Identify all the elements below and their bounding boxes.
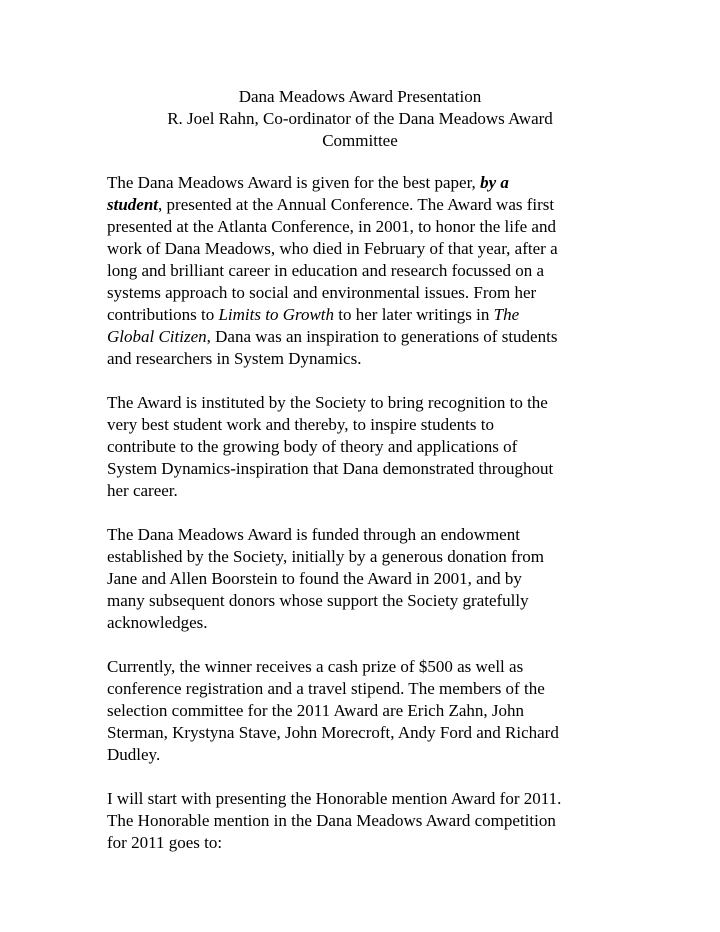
text-line: acknowledges. (107, 613, 208, 632)
text-line (107, 326, 619, 348)
text-line: conference registration and a travel stipend. The members of the (107, 679, 545, 698)
document-body (107, 172, 619, 876)
text-line: Sterman, Krystyna Stave, John Morecroft, Andy Ford and Richard (107, 723, 559, 742)
book-title-text: Global Citizen (107, 327, 207, 346)
text-span: to her later writings in (334, 305, 494, 324)
text-span: contributions to (107, 305, 219, 324)
text-line: long and brilliant career in education and research focussed on a (107, 261, 545, 280)
text-line: established by the Society, initially by a generous donation from (107, 547, 545, 566)
paragraph-award-intro (107, 172, 619, 370)
text-span: The Dana Meadows Award is given for the best paper, (107, 173, 481, 192)
text-line: Currently, the winner receives a cash prize of $500 as well as (107, 657, 524, 676)
text-line: systems approach to social and environmental issues. From her (107, 283, 537, 302)
text-line: Jane and Allen Boorstein to found the Award in 2001, and by (107, 569, 522, 588)
document-subtitle-continued: Committee (322, 131, 398, 150)
text-span: , presented at the Annual Conference. The Award was first (158, 195, 555, 214)
text-line: very best student work and thereby, to inspire students to (107, 415, 494, 434)
text-span: , Dana was an inspiration to generations of students (206, 327, 558, 346)
text-line: contribute to the growing body of theory and applications of (107, 437, 518, 456)
text-line: work of Dana Meadows, who died in February of that year, after a (107, 239, 558, 258)
paragraph-honorable-mention (107, 788, 619, 854)
text-line (107, 194, 619, 216)
paragraph-award-funding (107, 524, 619, 634)
document-title: Dana Meadows Award Presentation (238, 87, 482, 106)
text-line: and researchers in System Dynamics. (107, 349, 362, 368)
text-line (107, 304, 619, 326)
text-line: Dudley. (107, 745, 161, 764)
emphasis-text: student (107, 195, 159, 214)
text-line: System Dynamics-inspiration that Dana demonstrated throughout (107, 459, 554, 478)
text-line: her career. (107, 481, 178, 500)
text-line: selection committee for the 2011 Award are Erich Zahn, John (107, 701, 525, 720)
text-line: The Honorable mention in the Dana Meadows Award competition (107, 811, 556, 830)
document-header (100, 86, 620, 152)
paragraph-award-prize (107, 656, 619, 766)
paragraph-award-purpose (107, 392, 619, 502)
text-line: The Award is instituted by the Society to bring recognition to the (107, 393, 548, 412)
emphasis-text: by a (480, 173, 509, 192)
book-title-text: The (493, 305, 520, 324)
text-line: presented at the Atlanta Conference, in 2001, to honor the life and (107, 217, 556, 236)
text-line: I will start with presenting the Honorable mention Award for 2011. (107, 789, 562, 808)
text-line: many subsequent donors whose support the Society gratefully (107, 591, 529, 610)
book-title-text: Limits to Growth (218, 305, 335, 324)
text-line (107, 172, 619, 194)
text-line: The Dana Meadows Award is funded through an endowment (107, 525, 520, 544)
document-subtitle: R. Joel Rahn, Co-ordinator of the Dana Meadows Award (167, 109, 553, 128)
text-line: for 2011 goes to: (107, 833, 223, 852)
